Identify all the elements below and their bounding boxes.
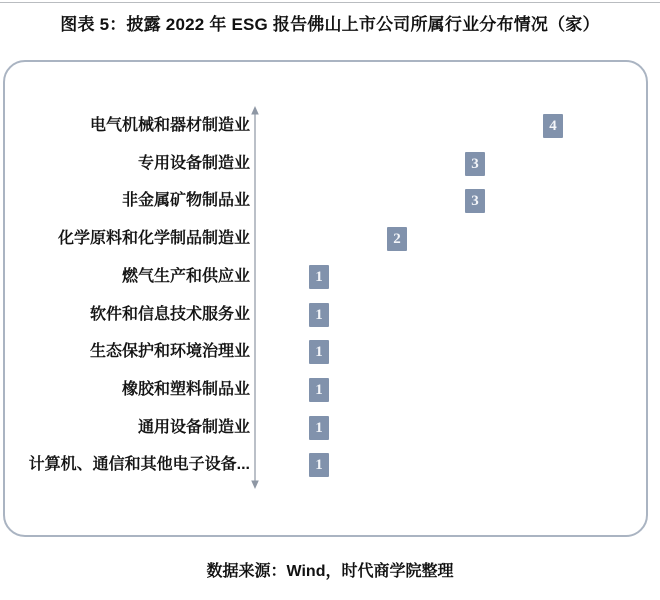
value-label-box: 1 — [309, 265, 329, 289]
category-label: 软件和信息技术服务业 — [89, 305, 250, 323]
value-label-box: 1 — [309, 416, 329, 440]
category-label: 燃气生产和供应业 — [121, 267, 250, 285]
category-label: 专用设备制造业 — [137, 154, 250, 172]
category-label: 橡胶和塑料制品业 — [121, 380, 250, 398]
category-label: 计算机、通信和其他电子设备... — [28, 456, 250, 474]
value-label-box: 3 — [465, 189, 485, 213]
chart-title: 图表 5：披露 2022 年 ESG 报告佛山上市公司所属行业分布情况（家） — [60, 15, 600, 34]
category-label: 电气机械和器材制造业 — [89, 117, 250, 134]
value-label-box: 1 — [309, 340, 329, 364]
value-label-box: 1 — [309, 453, 329, 477]
category-label: 非金属矿物制品业 — [121, 192, 250, 210]
data-source: 数据来源：Wind，时代商学院整理 — [206, 563, 454, 580]
category-label: 生态保护和环境治理业 — [89, 343, 250, 361]
value-label-box: 4 — [543, 114, 563, 138]
category-label: 化学原料和化学制品制造业 — [57, 230, 250, 248]
category-label: 通用设备制造业 — [137, 418, 250, 436]
chart-panel — [3, 60, 648, 537]
axis-arrow-down-icon — [251, 481, 259, 490]
value-label-box: 1 — [309, 378, 329, 402]
value-label-box: 2 — [387, 227, 407, 251]
value-label-box: 3 — [465, 152, 485, 176]
value-label-box: 1 — [309, 303, 329, 327]
top-rule — [0, 2, 660, 3]
axis-arrow-up-icon — [251, 106, 259, 115]
